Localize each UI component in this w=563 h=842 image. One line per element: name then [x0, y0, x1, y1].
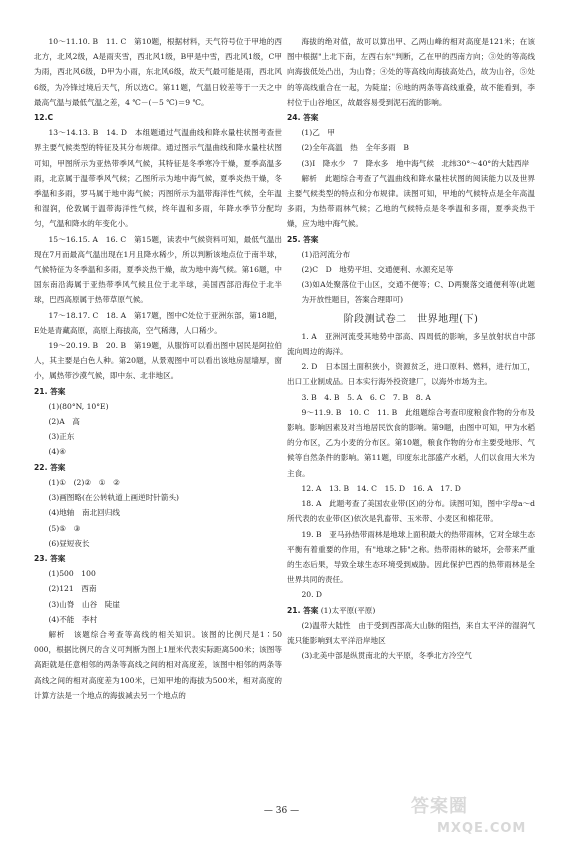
answer-item [287, 603, 535, 618]
answer-label [287, 110, 535, 125]
answer-label [34, 551, 282, 566]
answer-line: 20. D [301, 590, 323, 600]
answer-number: 21. 答案 [34, 386, 66, 396]
answer-number: 24. 答案 [287, 113, 319, 123]
answer-line: (1)(80°N, 10°E) [48, 401, 109, 411]
answer-number: 21. 答案 [287, 605, 319, 615]
explanation-paragraph: 19. B 亚马孙热带雨林是地球上面积最大的热带雨林，它对全球生态平衡有着重要的作用，有"地球之肺"之称。热带雨林的破坏，会带来严重的生态后果，导致全球生态环境受到威胁。因此保护巴西的热带雨林是全世界共同的责任。 [287, 529, 535, 585]
answer-text: (1)太平原(平原) [320, 605, 376, 615]
answer-number: 12.C [34, 113, 54, 123]
answer-label [34, 110, 282, 125]
explanation-paragraph: 海拔的绝对值，故可以算出甲、乙两山峰的相对高度是121米；在该图中根据"上北下南，左西右东"判断，乙在甲的西南方向；③处的等高线向海拔低处凸出，为山脊；④处的等高线向海拔高处凸，故为山谷，⑤处的等高线重合在一起，为陡崖；⑥地的两条等高线重叠，故不能看到，李村位于山谷地区，故最容易受到泥石流的影响。 [287, 37, 535, 107]
section-title: 阶段测试卷二 世界地理(下) [343, 313, 479, 325]
left-column [34, 34, 282, 703]
explanation-paragraph: 2. D 日本国土面积狭小，资源贫乏，进口原料、燃料，进行加工，出口工业制成品。日本实行海外投资建厂，以海外市场为主。 [287, 362, 535, 387]
explanation-paragraph: 19～20.19. B 20. B 第19题，从服饰可以看出图中居民是阿拉伯人，其主要是白色人种。第20题，从景观图中可以看出该地房屋墙厚，窗小，属热带沙漠气候，即中东、北非地区。 [34, 341, 282, 381]
answer-line: (3)Ⅰ 降水少 7 降水多 地中海气候 北纬30°～40°的大陆西岸 [301, 158, 530, 168]
answer-line: (2)A 高 [48, 417, 80, 427]
answer-line: 12. A 13. B 14. C 15. D 16. A 17. D [301, 483, 461, 493]
answer-line: (1)500 100 [48, 569, 96, 579]
explanation-paragraph: 9～11.9. B 10. C 11. B 此组题综合考查印度粮食作物的分布及影响。影响因素及对当地居民饮食的影响。第9题，由图中可知，甲为水稻的分布区，乙为小麦的分布区。第10题，粮食作物的分布主要受地形、气候等自然条件的影响。第11题，印度东北部盛产水稻，人们以食用大米为主食。 [287, 407, 535, 478]
answer-line: (1)① (2)② ① ② [48, 477, 120, 487]
svg-text:MXQE.COM: MXQE.COM [437, 821, 527, 836]
right-column [287, 34, 535, 663]
answer-line: (3)山脊 山谷 陡崖 [48, 599, 120, 609]
answer-line: (3)正东 [48, 432, 75, 442]
answer-label [34, 384, 282, 399]
answer-line: (6)昼短夜长 [48, 538, 90, 548]
answer-line: (4)不能 李村 [48, 614, 98, 624]
explanation-paragraph: 解析 该题综合考查等高线的相关知识。该图的比例尺是1∶50 000，根据比例尺的含义可判断为图上1厘米代表实际距离500米；该图等高距就是任意相邻的两条等高线之间的相对高度差，该图中相邻的两条等高线之间的相对高度差为100米，已知甲地的海拔为500米，相对高度的计算方法是一个地点的海拔减去另一个地点的 [34, 629, 282, 700]
explanation-paragraph: 17～18.17. C 18. A 第17题，图中C处位于亚洲东部，第18题，E处是青藏高原，高原上海拔高，空气稀薄，人口稀少。 [34, 310, 282, 335]
explanation-paragraph: (2)温带大陆性 由于受到西部高大山脉的阻挡，来自太平洋的湿润气流只能影响到太平洋沿岸地区 [287, 620, 535, 645]
answer-line: 3. B 4. B 5. A 6. C 7. B 8. A [301, 392, 431, 402]
explanation-paragraph: 18. A 此题考查了美国农业带(区)的分布。读图可知，图中字母a～d所代表的农业带(区)依次是乳畜带、玉米带、小麦区和棉花带。 [287, 499, 535, 524]
explanation-paragraph: 10～11.10. B 11. C 第10题，根据材料，天气符号位于甲地的西北方，北风2级，A是雨夹雪，西北风1级，B甲是中雪，西北风1级，C甲为雨，西北风6级，D甲为小雨，东北风6级，故天气最可能是雨，西北风6级，为冷锋过境后天气，所以选C。第11题，气温日较差等于一天之中最高气温与最低气温之差，4 ℃－(－5 ℃)＝9 ℃。 [34, 37, 282, 107]
answer-line: (2)121 西南 [48, 584, 97, 594]
explanation-paragraph: 13～14.13. B 14. D 本组题通过气温曲线和降水量柱状图考查世界主要气候类型的特征及其分布规律。通过图示气温曲线和降水量柱状图可知，甲图所示为亚热带季风气候，其特征是冬季寒冷干燥，夏季高温多雨，北京属于温带季风气候；乙图所示为地中海气候，夏季炎热干燥，冬季温和多雨，罗马属于地中海气候；丙图所示为温带海洋性气候，全年温和湿润，伦敦属于温带海洋性气候，终年温和多雨，年降水季节分配均匀，气温和降水的年变化小。 [34, 128, 282, 229]
page-number: — 36 — [263, 806, 300, 816]
watermark-logo [407, 790, 557, 838]
explanation-paragraph: 解析 此题综合考查了气温曲线和降水量柱状图的阅读能力以及世界主要气候类型的特点和分布规律。读图可知，甲地的气候特点是全年高温多雨，为热带雨林气候；乙地的气候特点是冬季温和多雨，夏季炎热干燥，应为地中海气候。 [287, 173, 535, 229]
explanation-paragraph: 1. A 亚洲河流受其地势中部高、四周低的影响，多呈放射状自中部流向周边的海洋。 [287, 331, 535, 357]
explanation-paragraph: 15～16.15. A 16. C 第15题，读表中气候资料可知，最低气温出现在7月而最高气温出现在1月且降水稀少，所以判断该地点位于南半球，气候特征为冬季温和多雨，夏季炎热干燥，故为地中海气候。第16题，中国东南沿海属于亚热带季风气候且位于北半球，美国西部沿海位于北半球，巴西高原属于热带草原气候。 [34, 234, 282, 305]
answer-line: (1)沿河流分布 [301, 249, 351, 259]
answer-line: (4)地轴 南北回归线 [48, 508, 120, 518]
answer-line: (1)乙 甲 [301, 128, 335, 138]
explanation-paragraph: (3)北美中部是纵贯南北的大平原，冬季北方冷空气 [301, 651, 472, 661]
answer-number: 25. 答案 [287, 234, 319, 244]
answer-number: 23. 答案 [34, 553, 66, 563]
answer-line: (3)如A处聚落位于山区，交通不便等；C、D两聚落交通便利等(此题为开放性题目，答案合理即可) [301, 280, 535, 305]
answer-line: (2)全年高温 热 全年多雨 B [301, 143, 409, 153]
answer-line: (5)⑤ ③ [48, 523, 81, 533]
answer-line: (2)C D 地势平坦、交通便利、水源充足等 [301, 265, 454, 275]
svg-text:答案圈: 答案圈 [411, 796, 468, 817]
answer-number: 22. 答案 [34, 462, 66, 472]
answer-line: (4)④ [48, 447, 67, 457]
answer-line: (3)画图略(在公转轨道上画逆时针箭头) [48, 493, 180, 503]
answer-label [287, 232, 535, 247]
answer-label [34, 460, 282, 475]
